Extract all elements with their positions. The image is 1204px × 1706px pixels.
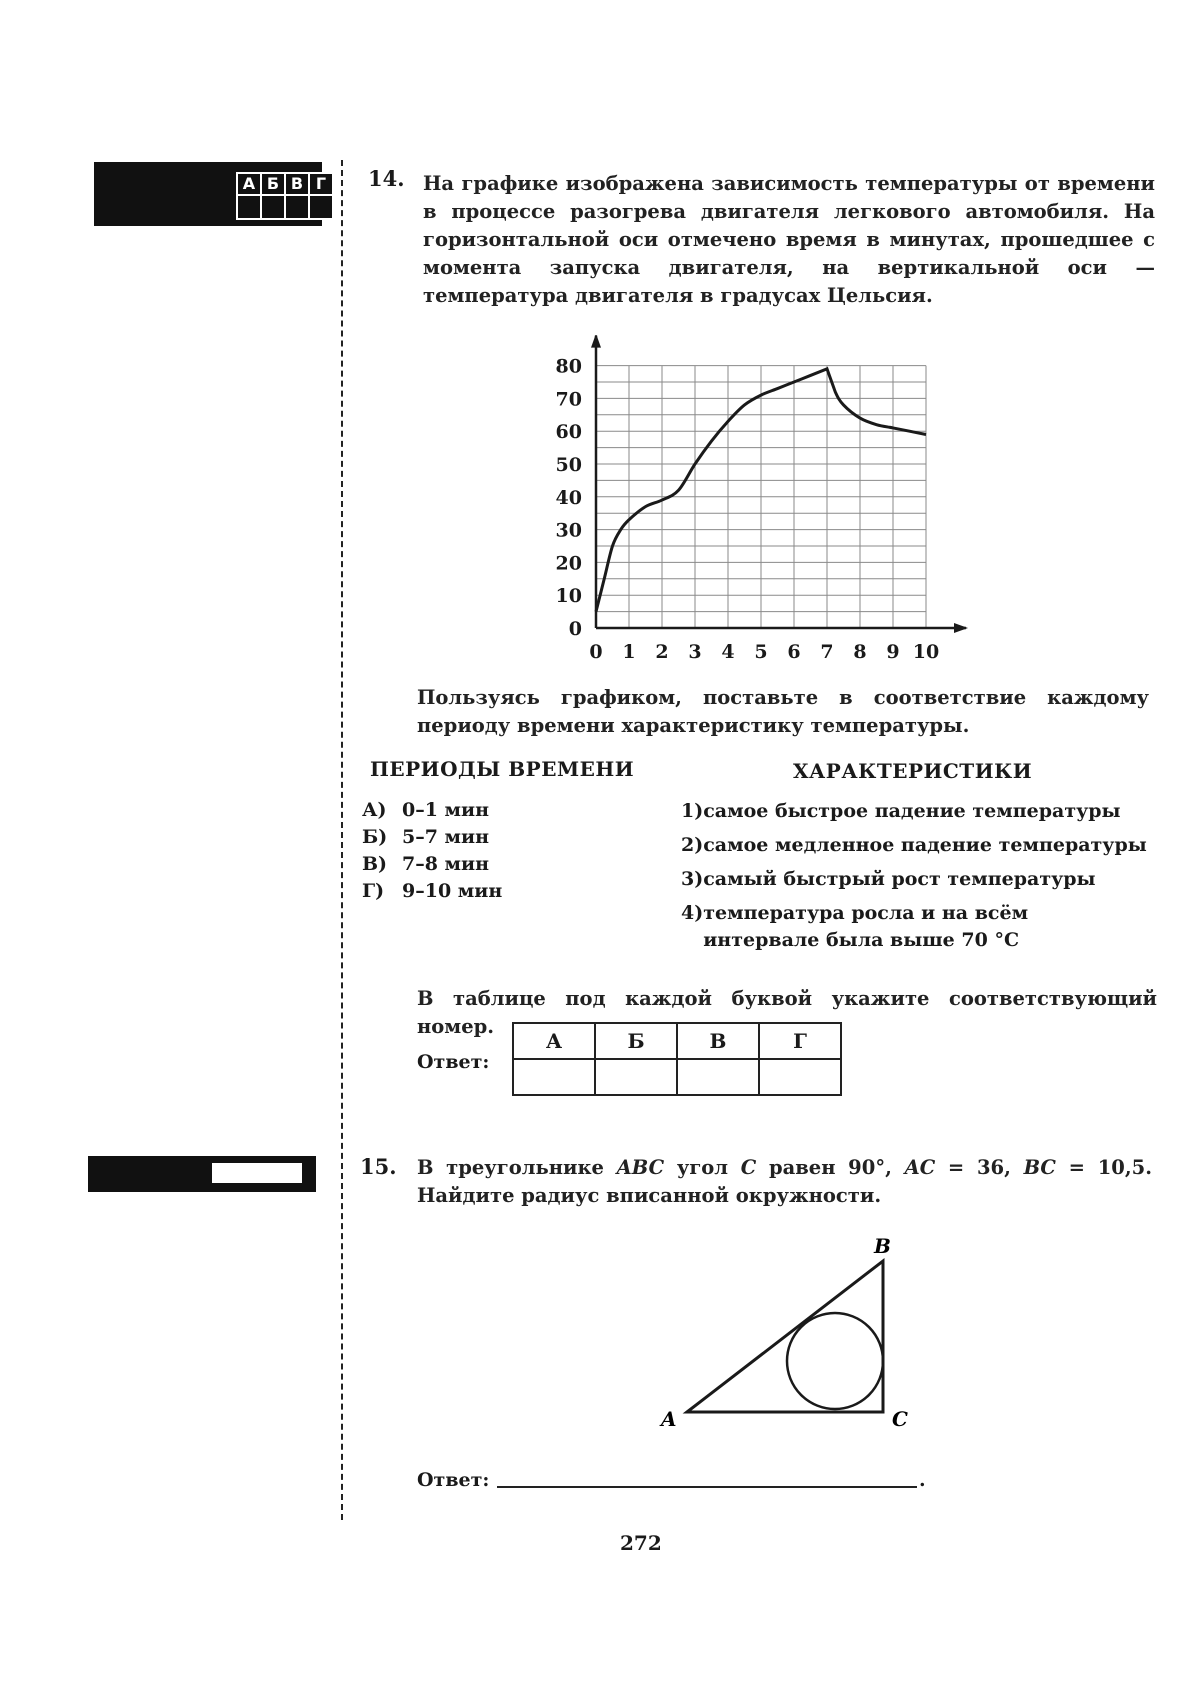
period-letter: Г) [362,880,385,902]
table-header-a: А [513,1023,595,1059]
characteristic-num: 2) [681,834,704,856]
x-tick-label: 0 [589,641,603,663]
y-tick-label: 10 [555,585,582,608]
table-header-b: Б [595,1023,677,1059]
triangle-abc [687,1261,883,1412]
answer-cell-v[interactable] [677,1059,759,1095]
y-tick-label: 70 [555,388,582,411]
text-segment: В треугольнике [417,1156,617,1179]
list-item [362,851,562,878]
cut-line [341,160,343,1520]
table-header-g: Г [759,1023,841,1059]
text-segment: равен 90°, [756,1156,905,1179]
task14-margin-box [94,162,327,226]
table-row [513,1059,841,1095]
vertex-a-label: A [661,1407,677,1431]
triangle-diagram [655,1235,915,1435]
x-tick-label: 6 [787,641,801,663]
characteristic-text: температура росла и на всём интервале была выше 70 °C [703,902,1029,951]
grid-cell[interactable] [286,196,308,218]
x-tick-label: 1 [622,641,636,663]
characteristic-num: 1) [681,800,704,822]
period-text: 7–8 мин [402,853,490,875]
x-tick-label: 7 [820,641,834,663]
answer-cell-b[interactable] [595,1059,677,1095]
list-item [681,866,1151,893]
list-item [681,798,1151,825]
period-text: 5–7 мин [402,826,490,848]
answer-cell-a[interactable] [513,1059,595,1095]
text-segment-italic: BC [1023,1156,1056,1179]
characteristic-text: самое медленное падение температуры [703,834,1147,856]
list-item [362,878,562,905]
answer-table [512,1022,842,1096]
task15-number: 15. [360,1154,397,1179]
grid-letter-b: Б [262,174,284,194]
vertex-b-label: B [874,1235,891,1258]
task15-answer-slot[interactable] [212,1163,302,1183]
x-tick-label: 9 [886,641,900,663]
page-number: 272 [620,1531,662,1555]
task15-text [417,1154,1152,1210]
x-tick-label: 3 [688,641,702,663]
text-segment-italic: AC [904,1156,936,1179]
table-instruction: В таблице под каждой буквой укажите соответствующий номер. [417,987,1157,1038]
task14-instruction: Пользуясь графиком, поставьте в соответствие каждому периоду времени характеристику температуры. [417,686,1149,737]
task15-answer-label: Ответ: [417,1469,490,1491]
period-letter: В) [362,853,388,875]
grid-cell[interactable] [262,196,284,218]
y-tick-label: 80 [555,355,582,378]
grid-cell[interactable] [310,196,332,218]
x-tick-label: 2 [655,641,669,663]
grid-letter-v: В [286,174,308,194]
answer-cell-g[interactable] [759,1059,841,1095]
list-item [681,832,1151,859]
x-tick-label: 8 [853,641,867,663]
list-item [681,900,1151,954]
task15-answer-line[interactable] [497,1486,917,1488]
characteristic-num: 3) [681,868,704,890]
characteristic-text: самый быстрый рост температуры [703,868,1096,890]
table-header-row [513,1023,841,1059]
task15-margin-box [88,1156,316,1192]
y-tick-label: 50 [555,454,582,476]
text-segment-italic: ABC [616,1156,665,1179]
task14-answer-label: Ответ: [417,1051,490,1073]
list-item [362,824,562,851]
vertex-c-label: C [892,1407,908,1431]
x-axis-arrow [954,623,968,633]
y-tick-label: 60 [555,421,582,444]
task14-answer-grid [236,172,334,220]
grid-letter-g: Г [310,174,332,194]
task14-number: 14. [368,166,405,191]
text-segment: угол [664,1156,741,1179]
grid-cell[interactable] [238,196,260,218]
period-text: 0–1 мин [402,799,490,821]
y-tick-label: 30 [555,519,582,542]
temperature-chart [540,335,980,675]
grid-letter-a: А [238,174,260,194]
characteristic-text: самое быстрое падение температуры [703,800,1121,822]
periods-heading: ПЕРИОДЫ ВРЕМЕНИ [370,757,635,781]
table-header-v: В [677,1023,759,1059]
x-tick-label: 4 [721,641,735,663]
x-tick-label: 10 [912,641,940,663]
answer-end-dot: . [919,1469,926,1491]
period-letter: Б) [362,826,388,848]
list-item [362,797,562,824]
text-segment: = 36, [935,1156,1024,1179]
task14-text: На графике изображена зависимость температуры от времени в процессе разогрева двигателя легкового автомобиля. На горизонтальной оси отмечено время в минутах, прошедшее с момента запуска двигателя, на вертикальной оси — температура двигателя в градусах Цельсия. [423,172,1155,307]
x-tick-label: 5 [754,641,768,663]
characteristics-list [681,798,1151,954]
inscribed-circle [787,1313,883,1409]
period-text: 9–10 мин [402,880,503,902]
characteristic-num: 4) [681,902,704,924]
text-segment-italic: C [740,1156,757,1179]
y-axis-arrow [591,335,601,348]
y-tick-label: 40 [555,486,582,509]
text-segment: = 10,5. Найдите радиус вписанной окружности. [417,1156,1152,1207]
y-tick-label: 20 [555,552,582,575]
characteristics-heading: ХАРАКТЕРИСТИКИ [793,759,1033,783]
period-letter: А) [362,799,387,821]
y-tick-label: 0 [568,618,582,640]
periods-list [362,797,562,905]
